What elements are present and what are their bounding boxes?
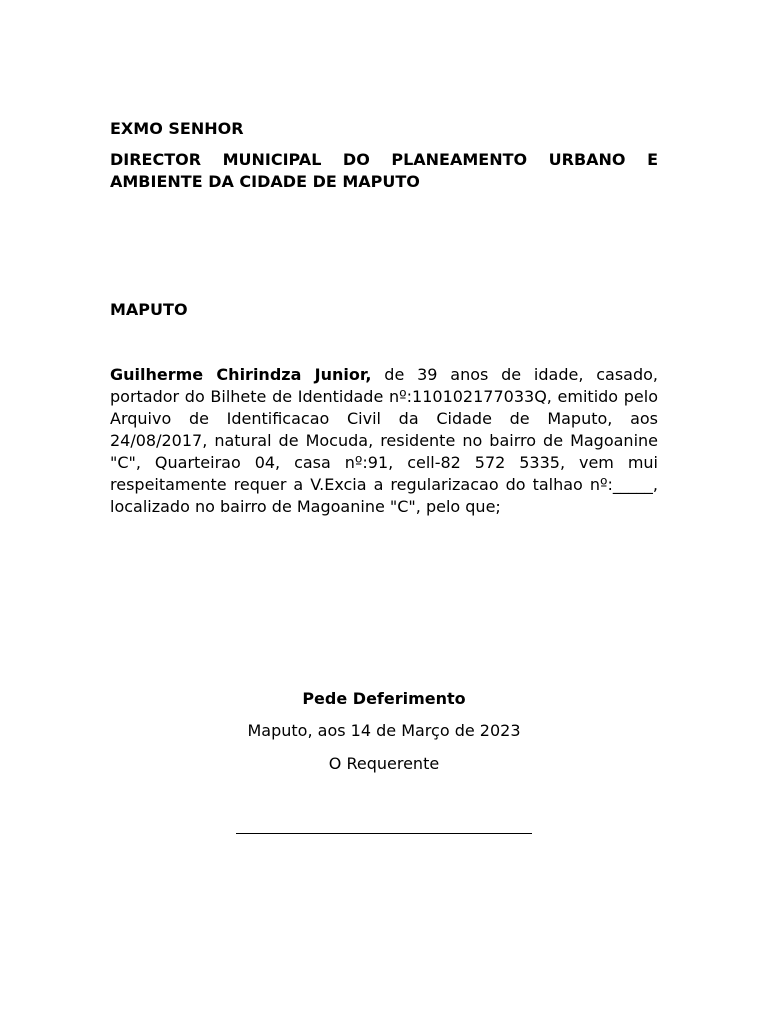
closing-phrase: Pede Deferimento [302,689,466,708]
city-heading: MAPUTO [110,300,188,319]
requester-name: Guilherme Chirindza Junior, [110,365,372,384]
salutation: EXMO SENHOR [110,119,244,138]
addressee: DIRECTOR MUNICIPAL DO PLANEAMENTO URBANO E AMBIENTE DA CIDADE DE MAPUTO [110,150,658,191]
date-line: Maputo, aos 14 de Março de 2023 [247,721,521,740]
request-paragraph [110,364,658,518]
signer-label: O Requerente [328,754,440,773]
signature-line [236,833,532,834]
request-text: de 39 anos de idade, casado, portador do Bilhete de Identidade nº:110102177033Q, emitido pelo Arquivo de Identificacao Civil da Cidade de Maputo, aos 24/08/2017, natural de Mocuda, residente no bairro de Magoanine "C", Quarteirao 04, casa nº:91, cell-82 572 5335, vem mui respeitamente requer a V.Excia a regularizacao do talhao nº:_____, localizado no bairro de Magoanine "C", pelo que; [110,365,658,516]
